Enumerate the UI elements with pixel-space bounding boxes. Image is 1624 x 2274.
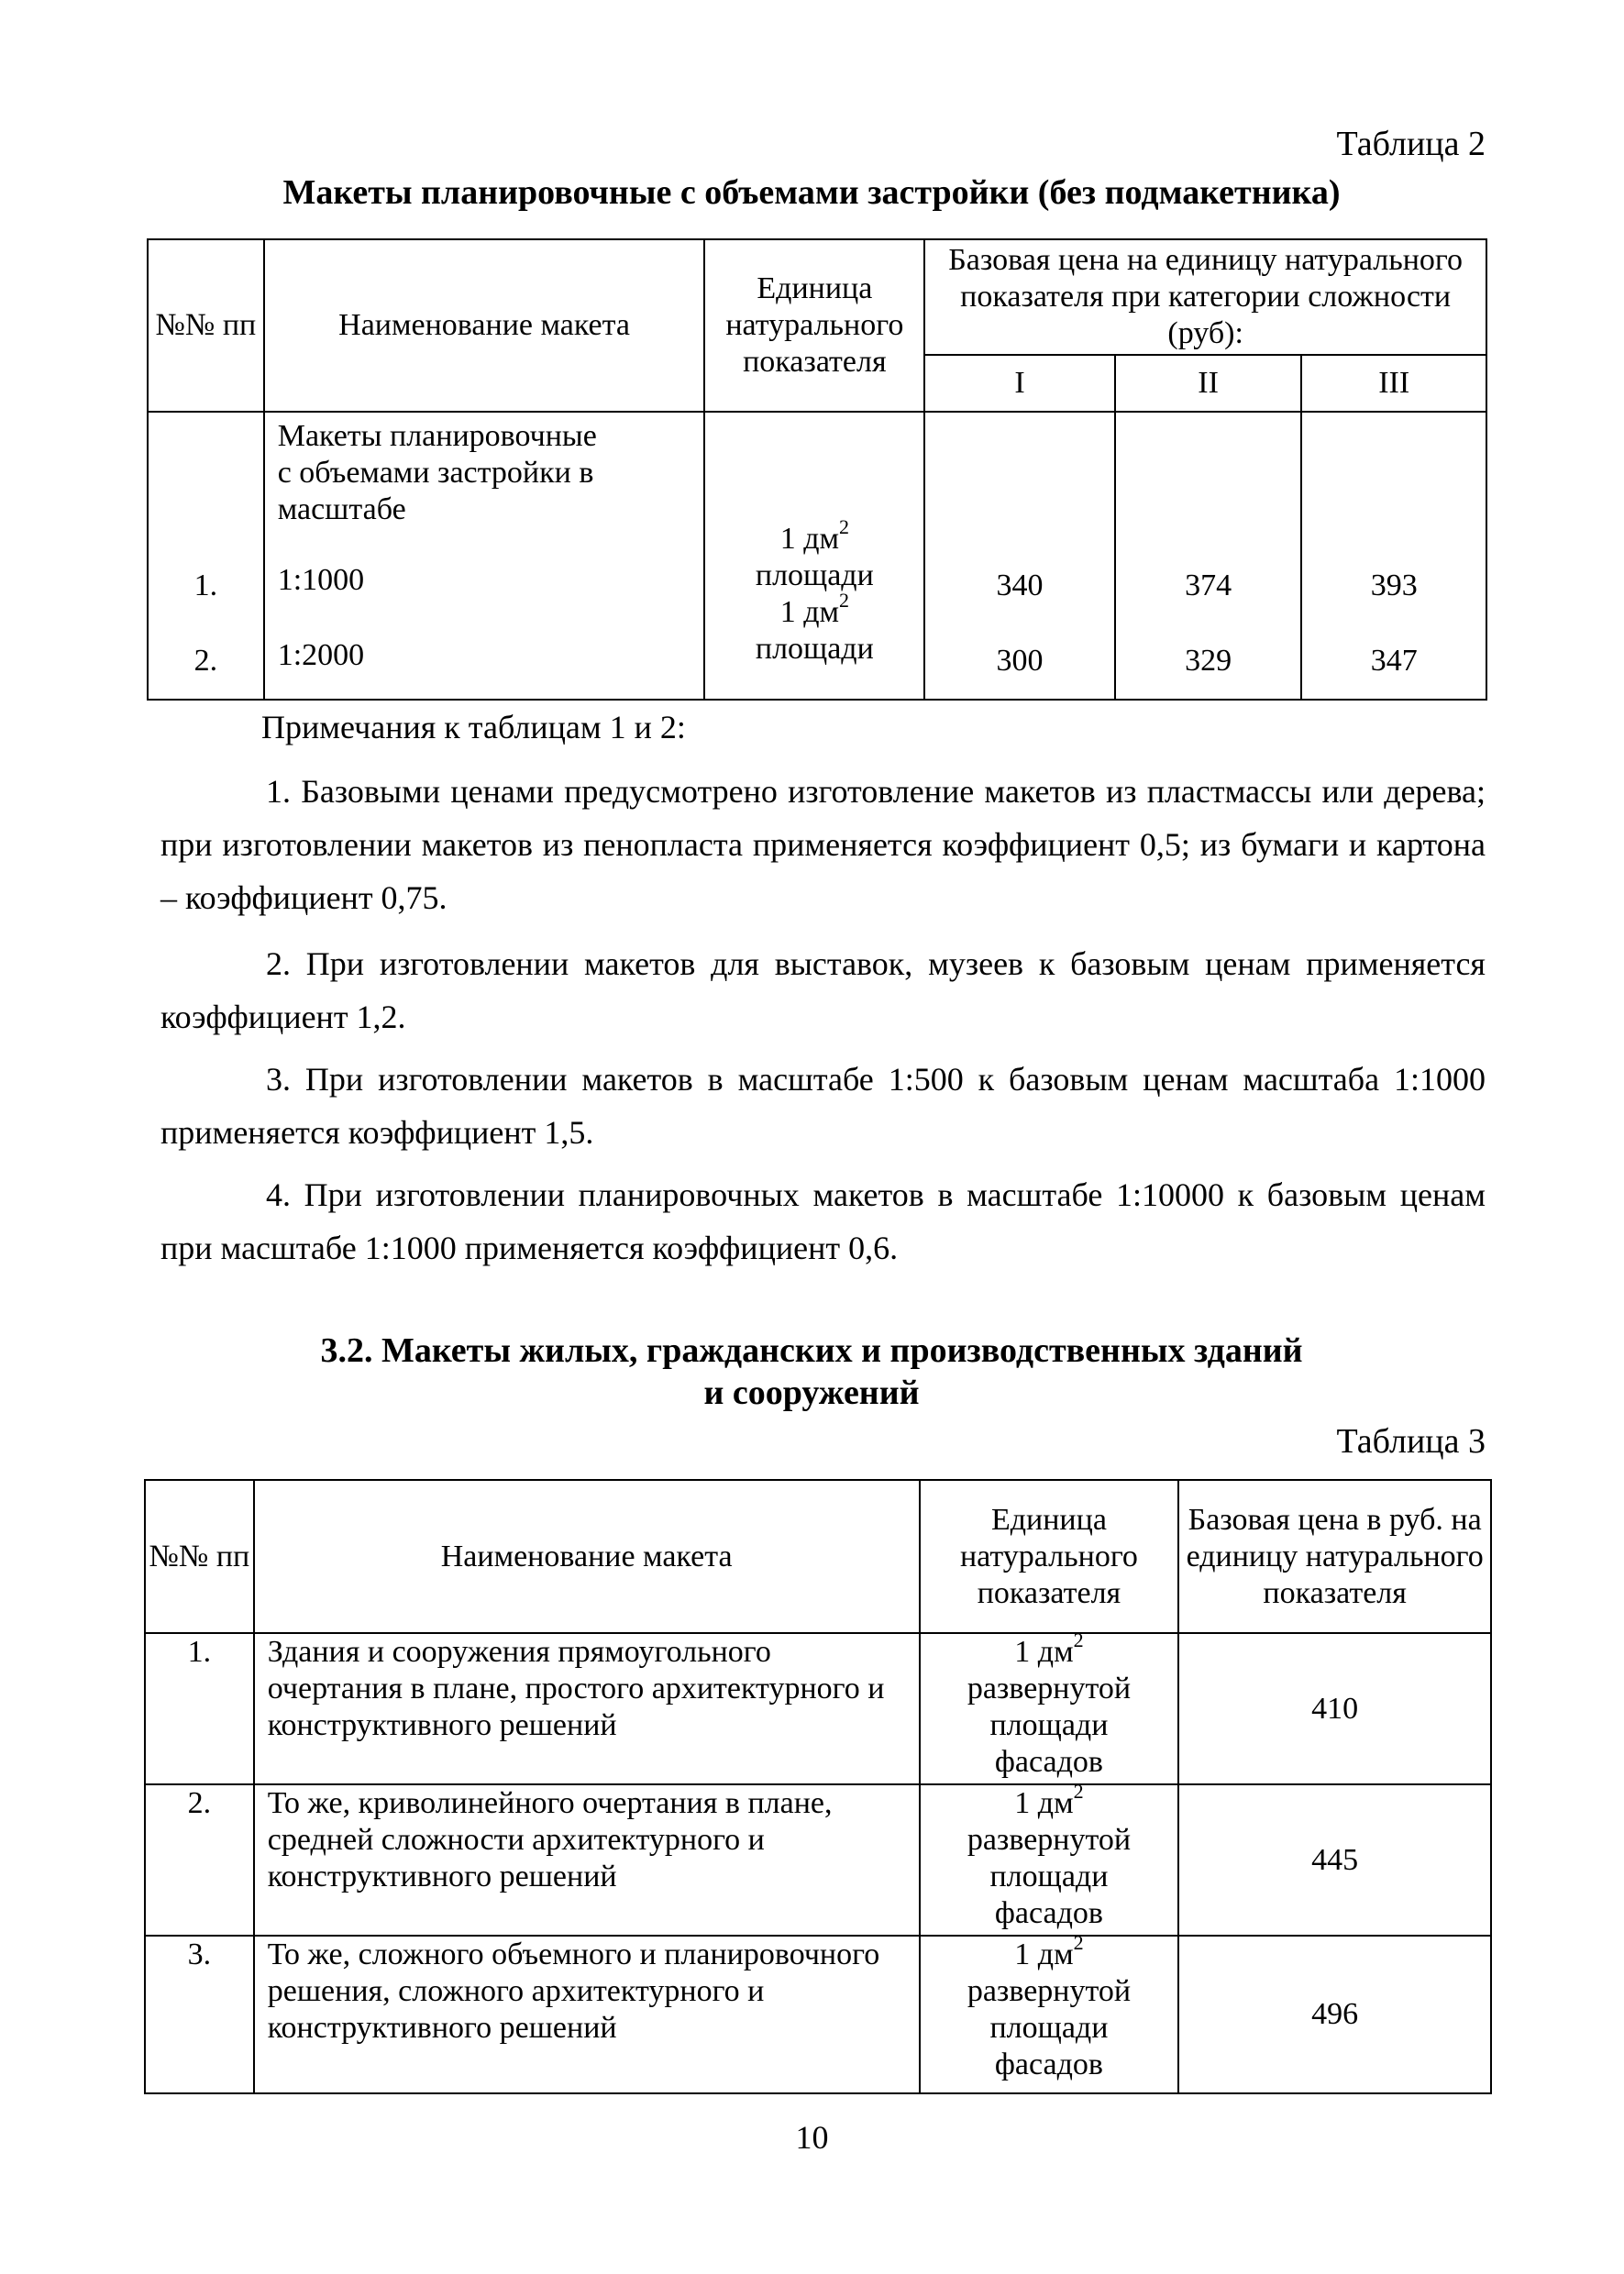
page-number: 10 bbox=[795, 2119, 829, 2156]
table2-cat1-cell bbox=[924, 412, 1115, 700]
table2-header-cat2: II bbox=[1115, 355, 1302, 412]
table3-row3-unit-sup: 2 bbox=[1073, 1930, 1084, 1954]
table2-row2-p3: 347 bbox=[1370, 644, 1418, 678]
table3-header-unit: Единица натурального показателя bbox=[920, 1480, 1179, 1633]
table3-row bbox=[145, 1936, 1491, 2093]
table2-header-price: Базовая цена на единицу натурального показателя при категории сложности (руб): bbox=[924, 239, 1486, 355]
section-title bbox=[138, 1330, 1486, 1414]
table3-row3-unit-sub: развернутой площади фасадов bbox=[967, 1974, 1132, 2081]
table3-row2-num: 2. bbox=[145, 1784, 254, 1936]
table3-row1-unit-sup: 2 bbox=[1073, 1628, 1084, 1651]
table2-row1-num: 1. bbox=[193, 568, 218, 602]
table2-unit1-sub: площади bbox=[755, 558, 874, 592]
table2-row2-p1: 300 bbox=[996, 644, 1044, 678]
notes-heading: Примечания к таблицам 1 и 2: bbox=[261, 709, 686, 745]
table2-header-num: №№ пп bbox=[148, 239, 264, 412]
note-2: 2. При изготовлении макетов для выставок, музеев к базовым ценам применяется коэффициент 1,2. bbox=[160, 945, 1486, 1035]
table3-caption: Таблица 3 bbox=[1336, 1422, 1486, 1461]
table2-unit-cell bbox=[704, 412, 924, 700]
table2-cat2-cell bbox=[1115, 412, 1302, 700]
table3-row bbox=[145, 1784, 1491, 1936]
table2-title: Макеты планировочные с объемами застройки (без подмакетника) bbox=[282, 173, 1341, 212]
table3-row3-num: 3. bbox=[145, 1936, 254, 2093]
table2-unit2-sub: площади bbox=[755, 632, 874, 666]
table2-row1-p2: 374 bbox=[1185, 568, 1232, 602]
table3-row2-unit bbox=[920, 1779, 1179, 1936]
table3-row3-unit-main: 1 дм bbox=[1014, 1937, 1074, 1971]
table2-name-cell bbox=[264, 412, 705, 700]
table2-num-cell bbox=[148, 412, 264, 700]
table3-header-price: Базовая цена в руб. на единицу натурального показателя bbox=[1178, 1480, 1491, 1633]
table2-unit1-sup: 2 bbox=[839, 514, 850, 538]
table2-row1-name: 1:1000 bbox=[277, 563, 365, 597]
table2-row2-name: 1:2000 bbox=[277, 638, 365, 672]
table3-row bbox=[145, 1633, 1491, 1784]
table2-caption: Таблица 2 bbox=[1336, 125, 1486, 163]
table3 bbox=[144, 1479, 1492, 2094]
table2-header-cat1: I bbox=[924, 355, 1115, 412]
table3-row3-unit bbox=[920, 1930, 1179, 2093]
table2-cat3-cell bbox=[1301, 412, 1486, 700]
table2-header-cat3: III bbox=[1301, 355, 1486, 412]
table2-unit2-main: 1 дм bbox=[779, 595, 840, 629]
table3-row1-price: 410 bbox=[1178, 1633, 1491, 1784]
table2 bbox=[147, 238, 1487, 701]
table2-row1-p1: 340 bbox=[996, 568, 1044, 602]
note-1: 1. Базовыми ценами предусмотрено изготовление макетов из пластмассы или дерева; при изготовлении макетов из пенопласта применяется коэффициент 0,5; из бумаги и картона – коэффициент 0,75. bbox=[160, 773, 1486, 916]
table3-row1-unit-main: 1 дм bbox=[1014, 1635, 1074, 1669]
table3-header-num: №№ пп bbox=[145, 1480, 254, 1633]
table3-row3-price: 496 bbox=[1178, 1936, 1491, 2093]
table3-row2-price: 445 bbox=[1178, 1784, 1491, 1936]
table3-row1-num: 1. bbox=[145, 1633, 254, 1784]
table2-header-name: Наименование макета bbox=[264, 239, 705, 412]
section-title-line1: 3.2. Макеты жилых, гражданских и производственных зданий bbox=[320, 1331, 1303, 1370]
table3-header-name: Наименование макета bbox=[254, 1480, 920, 1633]
table2-row2-p2: 329 bbox=[1185, 644, 1232, 678]
table3-row2-name: То же, криволинейного очертания в плане, средней сложности архитектурного и конструктивного решений bbox=[254, 1784, 920, 1936]
table3-row1-unit-sub: развернутой площади фасадов bbox=[967, 1672, 1132, 1779]
table2-header-unit: Единица натурального показателя bbox=[704, 239, 924, 412]
table3-row3-name: То же, сложного объемного и планировочного решения, сложного архитектурного и конструктивного решений bbox=[254, 1936, 920, 2093]
note-3: 3. При изготовлении макетов в масштабе 1:500 к базовым ценам масштаба 1:1000 применяется коэффициент 1,5. bbox=[160, 1061, 1486, 1151]
section-title-line2: и сооружений bbox=[703, 1374, 920, 1412]
table2-unit2-sup: 2 bbox=[839, 588, 850, 612]
table2-row2-num: 2. bbox=[193, 644, 218, 678]
table3-row2-unit-main: 1 дм bbox=[1014, 1786, 1074, 1820]
table2-group-label: Макеты планировочные с объемами застройки в масштабе bbox=[277, 419, 597, 526]
table3-row2-unit-sub: развернутой площади фасадов bbox=[967, 1823, 1132, 1930]
table3-row2-unit-sup: 2 bbox=[1073, 1779, 1084, 1803]
table3-row1-unit bbox=[920, 1628, 1179, 1784]
note-4: 4. При изготовлении планировочных макетов в масштабе 1:10000 к базовым ценам при масштабе 1:1000 применяется коэффициент 0,6. bbox=[160, 1176, 1486, 1266]
table2-row1-p3: 393 bbox=[1370, 568, 1418, 602]
table2-unit1-main: 1 дм bbox=[779, 522, 840, 556]
table3-row1-name: Здания и сооружения прямоугольного очертания в плане, простого архитектурного и конструктивного решений bbox=[254, 1633, 920, 1784]
